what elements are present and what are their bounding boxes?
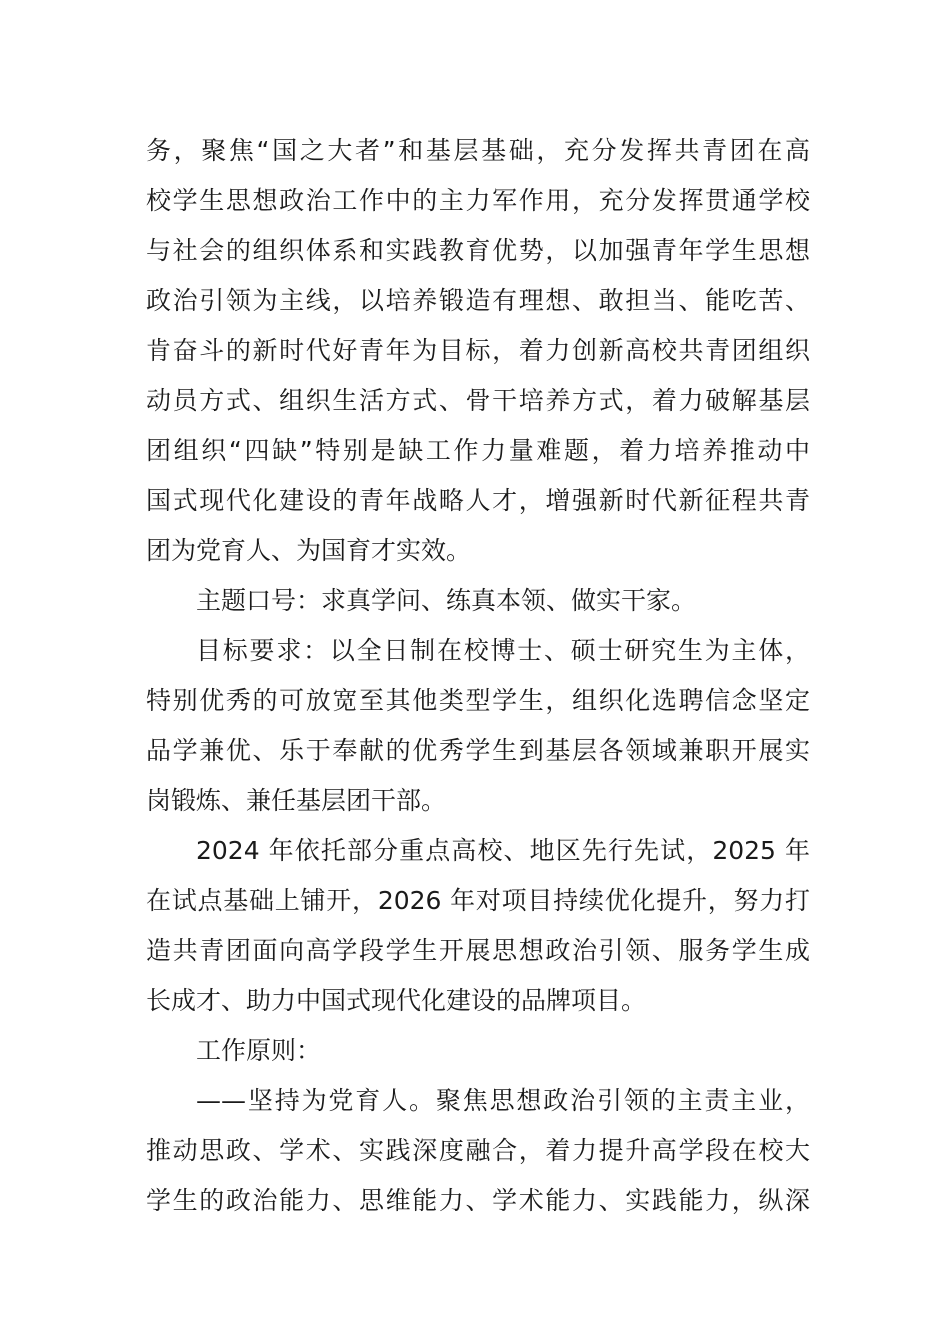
text-line: 校学生思想政治工作中的主力军作用，充分发挥贯通学校	[146, 186, 810, 215]
text-line: 动员方式、组织生活方式、骨干培养方式，着力破解基层	[146, 386, 810, 415]
text-line: 造共青团面向高学段学生开展思想政治引领、服务学生成	[146, 936, 810, 965]
text-line: 在试点基础上铺开，2026 年对项目持续优化提升，努力打	[146, 886, 810, 915]
text-line: 推动思政、学术、实践深度融合，着力提升高学段在校大	[146, 1136, 810, 1165]
text-line: 国式现代化建设的青年战略人才，增强新时代新征程共青	[146, 486, 810, 515]
text-line: 工作原则：	[196, 1036, 322, 1065]
text-line: ——坚持为党育人。聚焦思想政治引领的主责主业，	[196, 1086, 810, 1115]
text-line: 肯奋斗的新时代好青年为目标，着力创新高校共青团组织	[146, 336, 810, 365]
text-line: 团组织“四缺”特别是缺工作力量难题，着力培养推动中	[146, 436, 810, 465]
text-line: 务，聚焦“国之大者”和基层基础，充分发挥共青团在高	[146, 136, 810, 165]
text-line: 长成才、助力中国式现代化建设的品牌项目。	[146, 986, 647, 1015]
text-line: 特别优秀的可放宽至其他类型学生，组织化选聘信念坚定	[146, 686, 810, 715]
text-line: 主题口号：求真学问、练真本领、做实干家。	[196, 586, 697, 615]
text-line: 岗锻炼、兼任基层团干部。	[146, 786, 447, 815]
text-line: 与社会的组织体系和实践教育优势，以加强青年学生思想	[146, 236, 810, 265]
text-line: 学生的政治能力、思维能力、学术能力、实践能力，纵深	[146, 1186, 810, 1215]
document-body	[146, 126, 810, 1226]
text-line: 政治引领为主线，以培养锻造有理想、敢担当、能吃苦、	[146, 286, 810, 315]
text-line: 品学兼优、乐于奉献的优秀学生到基层各领域兼职开展实	[146, 736, 810, 765]
text-line: 目标要求：以全日制在校博士、硕士研究生为主体，	[196, 636, 810, 665]
text-line: 团为党育人、为国育才实效。	[146, 536, 472, 565]
text-line: 2024 年依托部分重点高校、地区先行先试，2025 年	[196, 836, 810, 865]
